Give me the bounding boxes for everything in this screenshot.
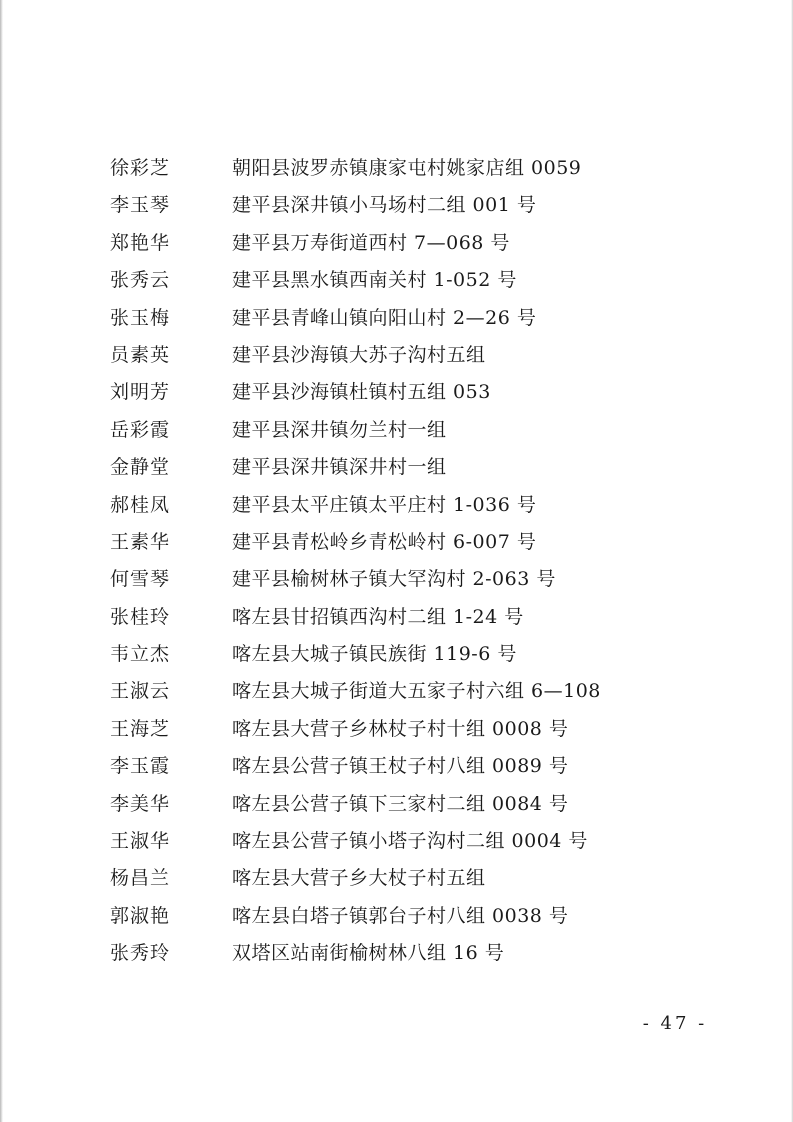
- person-address: 建平县青峰山镇向阳山村 2—26 号: [232, 306, 537, 329]
- person-address: 双塔区站南街榆树林八组 16 号: [232, 942, 505, 965]
- list-item: [0, 300, 793, 337]
- list-item: [0, 150, 793, 187]
- person-address: 建平县沙海镇杜镇村五组 053: [232, 381, 491, 404]
- person-name: 郝桂凤: [110, 493, 171, 516]
- person-name: 何雪琴: [110, 568, 171, 591]
- person-address: 建平县深井镇勿兰村一组: [232, 418, 447, 441]
- person-name: 郑艳华: [110, 231, 171, 254]
- person-name: 员素英: [110, 343, 171, 366]
- person-address: 朝阳县波罗赤镇康家屯村姚家店组 0059: [232, 157, 582, 179]
- list-item: [0, 860, 793, 897]
- person-name: 金静堂: [110, 456, 171, 479]
- list-item: [0, 262, 793, 299]
- person-address: 喀左县大城子镇民族街 119-6 号: [232, 643, 517, 666]
- page-number: - 47 -: [642, 1013, 708, 1034]
- person-name: 张桂玲: [110, 605, 171, 628]
- list-item: [0, 225, 793, 262]
- list-item: [0, 898, 793, 935]
- list-item: [0, 823, 793, 860]
- list-item: [0, 449, 793, 486]
- person-address: 喀左县大营子乡林杖子村十组 0008 号: [232, 717, 569, 740]
- person-name: 张玉梅: [110, 306, 171, 329]
- person-address: 建平县深井镇深井村一组: [232, 456, 447, 479]
- person-name: 李美华: [110, 792, 171, 815]
- person-address: 喀左县大城子街道大五家子村六组 6—108: [232, 680, 601, 703]
- person-name: 郭淑艳: [110, 904, 171, 927]
- list-item: [0, 561, 793, 598]
- list-item: [0, 786, 793, 823]
- person-name: 王素华: [110, 530, 171, 553]
- list-item: [0, 187, 793, 224]
- person-address: 建平县深井镇小马场村二组 001 号: [232, 194, 537, 217]
- list-item: [0, 524, 793, 561]
- person-name: 杨昌兰: [110, 867, 171, 890]
- list-item: [0, 673, 793, 710]
- person-address: 建平县青松岭乡青松岭村 6-007 号: [232, 530, 537, 553]
- person-address: 喀左县甘招镇西沟村二组 1-24 号: [232, 605, 524, 628]
- person-address: 建平县沙海镇大苏子沟村五组: [232, 343, 486, 366]
- person-name: 韦立杰: [110, 643, 171, 666]
- person-address: 建平县黑水镇西南关村 1-052 号: [232, 269, 517, 292]
- person-address: 喀左县白塔子镇郭台子村八组 0038 号: [232, 904, 569, 927]
- list-item: [0, 636, 793, 673]
- person-name: 李玉琴: [110, 194, 171, 217]
- list-item: [0, 711, 793, 748]
- person-name: 刘明芳: [110, 381, 171, 404]
- list-item: [0, 412, 793, 449]
- person-address: 建平县太平庄镇太平庄村 1-036 号: [232, 493, 537, 516]
- list-item: [0, 337, 793, 374]
- list-item: [0, 374, 793, 411]
- person-name: 李玉霞: [110, 755, 171, 778]
- person-address: 喀左县大营子乡大杖子村五组: [232, 867, 486, 890]
- name-address-list: [0, 150, 793, 973]
- person-name: 王海芝: [110, 717, 171, 740]
- list-item: [0, 935, 793, 972]
- person-address: 喀左县公营子镇王杖子村八组 0089 号: [232, 755, 569, 778]
- list-item: [0, 748, 793, 785]
- person-name: 张秀云: [110, 269, 171, 292]
- list-item: [0, 599, 793, 636]
- person-name: 王淑华: [110, 830, 171, 853]
- person-name: 张秀玲: [110, 942, 171, 965]
- person-name: 岳彩霞: [110, 418, 171, 441]
- person-address: 喀左县公营子镇小塔子沟村二组 0004 号: [232, 830, 588, 853]
- person-name: 王淑云: [110, 680, 171, 703]
- person-name: 徐彩芝: [110, 157, 171, 179]
- list-item: [0, 487, 793, 524]
- person-address: 建平县万寿街道西村 7—068 号: [232, 231, 510, 254]
- person-address: 喀左县公营子镇下三家村二组 0084 号: [232, 792, 569, 815]
- person-address: 建平县榆树林子镇大罕沟村 2-063 号: [232, 568, 556, 591]
